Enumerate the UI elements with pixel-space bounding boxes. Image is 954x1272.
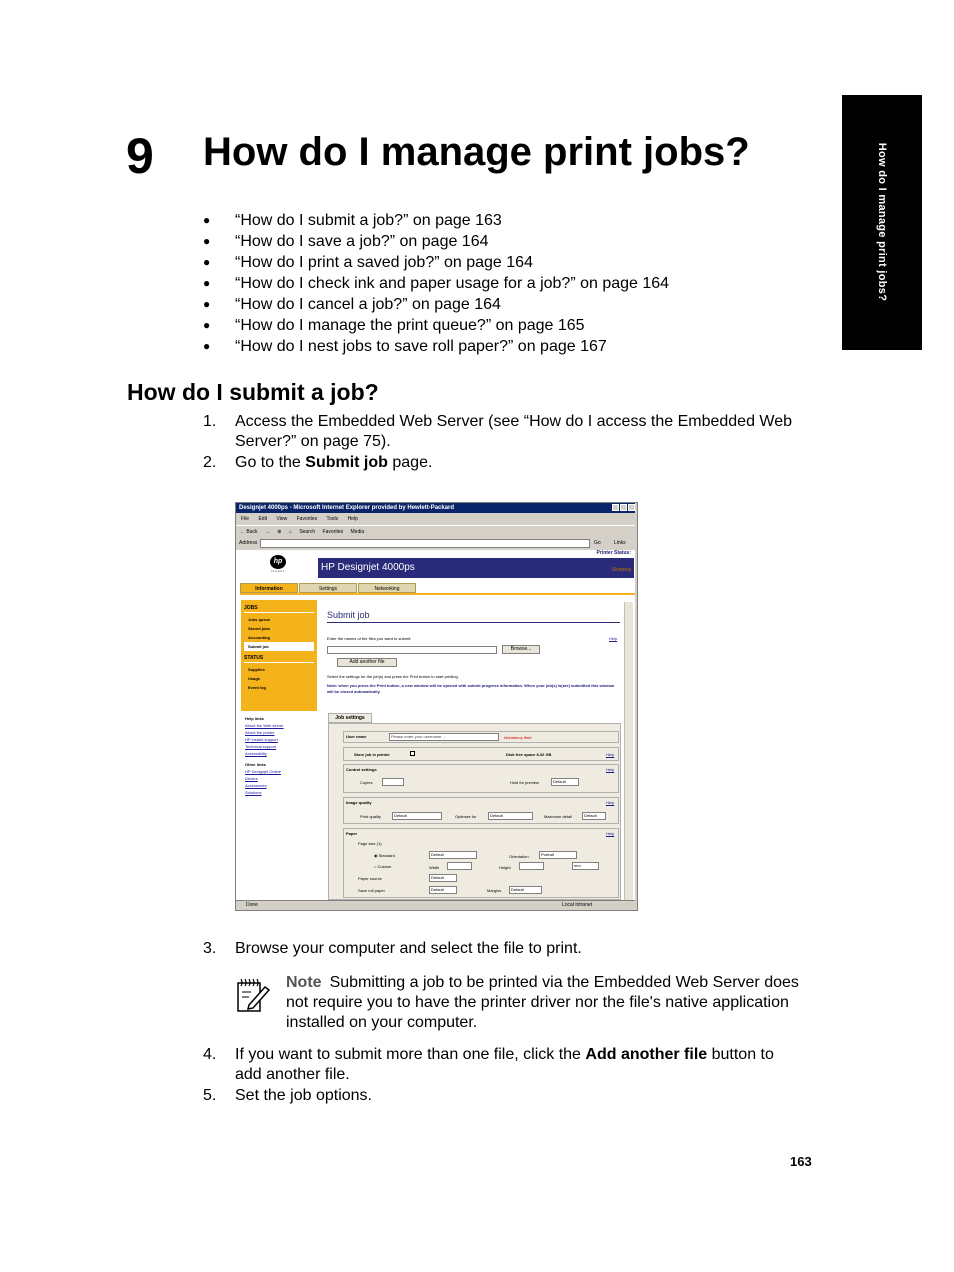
page-number: 163 <box>790 1154 812 1169</box>
tab-underline <box>240 593 635 595</box>
submit-job-title: Submit job <box>327 610 370 620</box>
height-label: Height <box>499 865 511 870</box>
copies-input[interactable] <box>382 778 404 786</box>
vertical-scrollbar[interactable] <box>624 602 633 900</box>
step-text-pre: If you want to submit more than one file, click the <box>235 1046 586 1063</box>
hold-preview-select[interactable]: Default <box>551 778 579 786</box>
paper-label: Paper <box>346 831 358 836</box>
menu-file[interactable]: File <box>241 516 250 522</box>
store-job-label: Store job in printer <box>354 752 390 757</box>
step-text-bold: Submit job <box>305 454 388 471</box>
browse-button[interactable]: Browse... <box>502 645 540 654</box>
toc-item[interactable]: ● “How do I nest jobs to save roll paper?” on page 167 <box>203 336 669 357</box>
file-input[interactable] <box>327 646 497 654</box>
maximize-icon[interactable] <box>620 504 627 511</box>
nav-item[interactable]: Accounting <box>248 635 270 640</box>
close-icon[interactable] <box>628 504 635 511</box>
browser-status-bar <box>236 900 635 909</box>
step-number: 4. <box>203 1046 217 1063</box>
tab-job-settings[interactable]: Job settings <box>328 713 372 723</box>
optimize-for-select[interactable]: Default <box>488 812 533 820</box>
help-link[interactable]: HP instant support <box>245 737 278 742</box>
help-link[interactable]: Help <box>609 636 618 641</box>
image-quality-label: Image quality <box>346 800 372 805</box>
web-page <box>236 550 635 900</box>
step-number: 1. <box>203 413 217 430</box>
back-button[interactable]: ← Back <box>240 529 258 535</box>
step-text-post: page. <box>387 454 433 471</box>
step-text: Access the Embedded Web Server (see “How do I access the Embedded Web Server?” on page 75). <box>235 413 793 450</box>
section-title: How do I submit a job? <box>127 379 379 405</box>
image-quality-group <box>343 797 619 824</box>
note-line: Note: when you press the Print button, a new window will be opened with submit progress information. When your job(s) is(are) submitted this window will be closed automatically. <box>327 683 615 694</box>
address-input[interactable] <box>260 539 590 548</box>
menu-edit[interactable]: Edit <box>258 516 268 522</box>
step-text <box>235 453 805 473</box>
custom-radio[interactable]: ○ Custom <box>374 864 392 869</box>
help-link[interactable]: Help <box>606 831 615 836</box>
menu-favorites[interactable]: Favorites <box>296 516 318 522</box>
nav-item[interactable]: Jobs queue <box>248 617 271 622</box>
toc-item[interactable]: ● “How do I cancel a job?” on page 164 <box>203 294 669 315</box>
status-done: Done <box>246 902 258 908</box>
width-label: Width <box>429 865 440 870</box>
paper-source-label: Paper source <box>358 876 382 881</box>
help-link[interactable]: About the Web server <box>245 723 284 728</box>
width-input[interactable] <box>447 862 472 870</box>
control-settings-group <box>343 764 619 793</box>
menu-tools[interactable]: Tools <box>326 516 339 522</box>
copies-label: Copies <box>360 780 373 785</box>
page-size-label: Page size (1) <box>358 841 382 846</box>
other-link[interactable]: Drivers <box>245 776 258 781</box>
product-name: HP Designjet 4000ps <box>321 562 415 573</box>
hold-preview-label: Hold for preview <box>510 780 539 785</box>
help-link[interactable]: Help <box>606 752 615 757</box>
paper-group <box>343 828 619 898</box>
chapter-side-tab <box>842 95 922 350</box>
step-number: 3. <box>203 940 217 957</box>
browser-screenshot <box>235 502 638 911</box>
menu-view[interactable]: View <box>276 516 288 522</box>
product-banner <box>318 558 634 578</box>
browser-menu-bar <box>236 514 635 524</box>
print-quality-label: Print quality <box>360 814 381 819</box>
nav-heading-status: STATUS <box>244 655 314 663</box>
step-text <box>235 1045 805 1085</box>
tab-information[interactable]: Information <box>240 583 298 593</box>
minimize-icon[interactable] <box>612 504 619 511</box>
toc-item[interactable]: ● “How do I save a job?” on page 164 <box>203 231 669 252</box>
orientation-label: Orientation <box>509 854 529 859</box>
disk-free-text: Disk free space 8.32 GB <box>506 752 552 757</box>
mandatory-label: Mandatory field <box>504 735 532 740</box>
nav-item[interactable]: Supplies <box>248 667 265 672</box>
chapter-toc <box>203 210 669 357</box>
links-label[interactable]: Links <box>614 540 626 546</box>
help-link[interactable]: Help <box>606 800 615 805</box>
max-detail-label: Maximum detail <box>544 814 573 819</box>
window-buttons <box>611 504 635 513</box>
help-link[interactable]: Technical support <box>245 744 277 749</box>
help-link[interactable]: Accessibility <box>245 751 267 756</box>
help-link[interactable]: About the printer <box>245 730 275 735</box>
user-name-label: User name <box>346 734 367 739</box>
step-text-post: button to add another file. <box>235 1046 774 1083</box>
favorites-button[interactable]: Favorites <box>322 529 344 535</box>
height-input[interactable] <box>519 862 544 870</box>
step-text: Browse your computer and select the file to print. <box>235 940 582 957</box>
nav-item[interactable]: Usage <box>248 676 261 681</box>
step-5 <box>203 1086 813 1106</box>
optimize-for-label: Optimize for <box>455 814 477 819</box>
note-label: Note <box>286 974 322 991</box>
page-size-select[interactable]: Default <box>429 851 477 859</box>
step-1 <box>203 412 813 454</box>
orientation-select[interactable]: Portrait <box>539 851 577 859</box>
main-tabs <box>240 583 417 593</box>
nav-heading-jobs: JOBS <box>244 605 314 613</box>
chapter-title: How do I manage print jobs? <box>203 130 750 174</box>
browser-toolbar <box>236 525 635 537</box>
note-icon <box>235 977 271 1013</box>
note-text <box>286 973 811 1033</box>
title-rule <box>327 622 620 623</box>
home-button[interactable]: ⌂ <box>288 529 292 535</box>
address-bar <box>236 538 635 549</box>
save-roll-select[interactable]: Default <box>429 886 457 894</box>
tab-networking[interactable]: Networking <box>358 583 416 593</box>
control-settings-label: Control settings <box>346 767 377 772</box>
side-tab-label: How do I manage print jobs? <box>876 142 888 302</box>
step-2 <box>203 453 813 473</box>
store-job-group <box>343 747 619 761</box>
nav-item-selected[interactable]: Submit job <box>244 642 314 651</box>
printer-status-label: Printer Status: <box>596 550 631 556</box>
print-quality-select[interactable]: Default <box>392 812 442 820</box>
status-zone: Local intranet <box>562 902 593 908</box>
browser-title-bar: Designjet 4000ps - Microsoft Internet Explorer provided by Hewlett-Packard <box>236 503 635 513</box>
forward-button[interactable]: → <box>264 529 270 535</box>
chapter-number: 9 <box>126 128 154 184</box>
other-links-heading: Other links <box>245 762 266 767</box>
search-button[interactable]: Search <box>299 529 316 535</box>
step-text-pre: Go to the <box>235 454 306 471</box>
side-links <box>245 715 317 796</box>
margins-label: Margins <box>487 888 502 893</box>
margins-select[interactable]: Default <box>509 886 542 894</box>
step-number: 5. <box>203 1087 217 1104</box>
toc-item[interactable]: ● “How do I manage the print queue?” on page 165 <box>203 315 669 336</box>
step-text-bold: Add another file <box>585 1046 708 1063</box>
user-name-input[interactable]: Please enter your username ... <box>389 733 499 741</box>
toc-item[interactable]: ● “How do I check ink and paper usage for a job?” on page 164 <box>203 273 669 294</box>
note-body: Submitting a job to be printed via the Embedded Web Server does not require you to have the printer driver nor the file's native application installed on your computer. <box>286 974 799 1031</box>
left-nav <box>241 600 317 711</box>
go-button[interactable]: Go <box>594 540 601 546</box>
menu-help[interactable]: Help <box>347 516 358 522</box>
other-link[interactable]: HP Designjet Online <box>245 769 281 774</box>
paper-source-select[interactable]: Default <box>429 874 457 882</box>
standard-radio[interactable]: ◉ Standard <box>374 853 395 858</box>
add-another-file-button[interactable]: Add another file <box>337 658 397 667</box>
hp-logo: hp invent <box>264 555 292 575</box>
unit-select[interactable]: mm <box>572 862 599 870</box>
select-settings-text: Select the settings for the job(s) and press the Print button to start printing. <box>327 674 459 679</box>
stop-button[interactable]: ⊗ <box>277 529 282 535</box>
save-roll-label: Save roll paper <box>358 888 385 893</box>
toc-item[interactable]: ● “How do I submit a job?” on page 163 <box>203 210 669 231</box>
step-4 <box>203 1045 813 1087</box>
toc-item[interactable]: ● “How do I print a saved job?” on page 164 <box>203 252 669 273</box>
user-name-group <box>343 731 619 743</box>
nav-item[interactable]: Stored jobs <box>248 626 271 631</box>
media-button[interactable]: Media <box>350 529 365 535</box>
step-text: Set the job options. <box>235 1087 372 1104</box>
step-number: 2. <box>203 454 217 471</box>
nav-item[interactable]: Event log <box>248 685 267 690</box>
max-detail-select[interactable]: Default <box>582 812 606 820</box>
address-label: Address <box>239 540 258 546</box>
other-link[interactable]: Accessories <box>245 783 267 788</box>
enter-names-text: Enter the names of the files you want to submit: <box>327 636 412 641</box>
other-link[interactable]: Solutions <box>245 790 262 795</box>
store-job-checkbox[interactable] <box>410 751 415 756</box>
printer-status-value: Sleeping <box>611 567 631 573</box>
help-links-heading: Help links <box>245 716 264 721</box>
step-3 <box>203 939 813 959</box>
help-link[interactable]: Help <box>606 767 615 772</box>
tab-settings[interactable]: Settings <box>299 583 357 593</box>
